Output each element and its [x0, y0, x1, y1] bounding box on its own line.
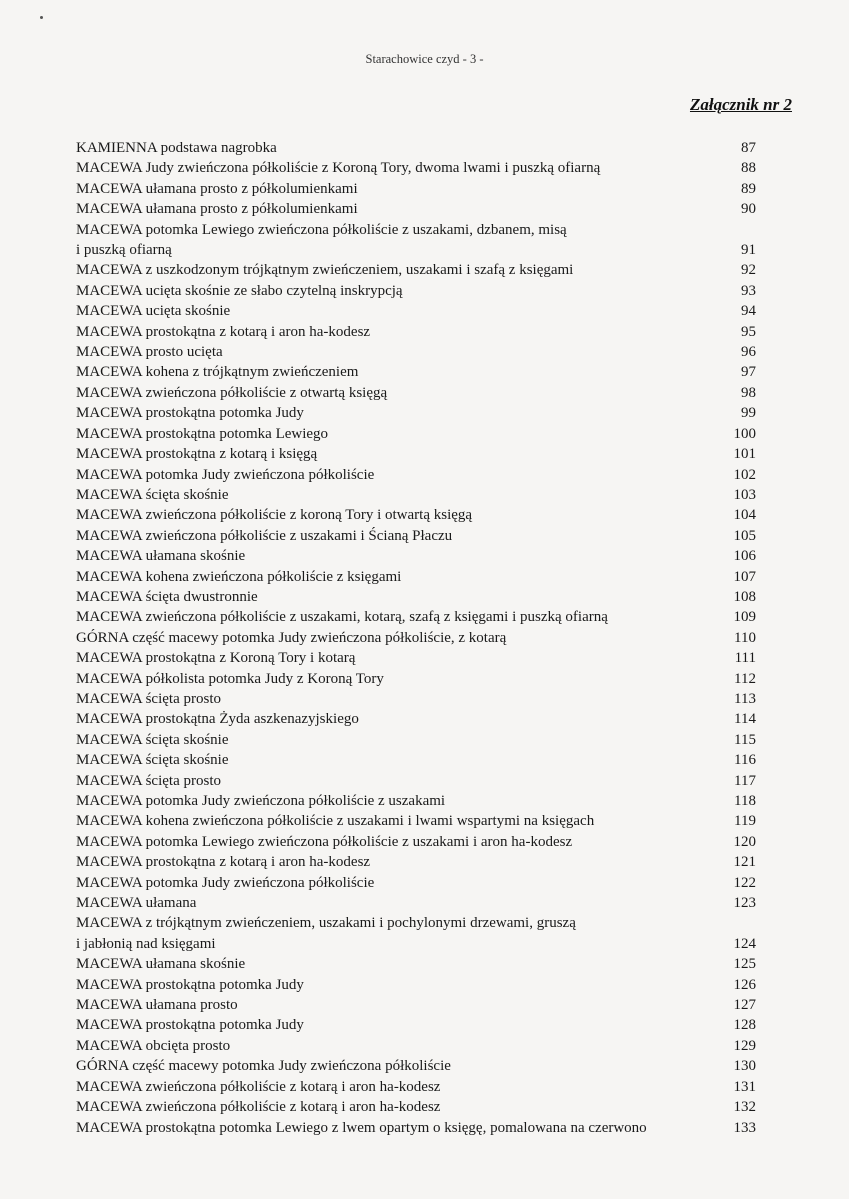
- entry-description: MACEWA kohena z trójkątnym zwieńczeniem: [76, 364, 359, 381]
- list-item: [76, 709, 756, 729]
- list-item: [76, 199, 756, 219]
- entry-description: MACEWA prostokątna potomka Judy: [76, 1017, 304, 1034]
- entry-description: MACEWA ułamana skośnie: [76, 548, 246, 565]
- entry-number: 108: [733, 588, 756, 605]
- entry-description: MACEWA potomka Judy zwieńczona półkoliście: [76, 874, 375, 891]
- entry-number: 122: [733, 874, 756, 891]
- entry-description: MACEWA ścięta prosto: [76, 690, 221, 707]
- entry-description: MACEWA ścięta dwustronnie: [76, 588, 258, 605]
- entry-number: 91: [741, 242, 756, 259]
- entry-number: 125: [733, 956, 756, 973]
- entry-description: MACEWA prostokątna potomka Judy: [76, 976, 304, 993]
- entry-description: MACEWA prostokątna potomka Lewiego z lwem opartym o księgę, pomalowana na czerwono: [76, 1119, 647, 1136]
- list-item: [76, 893, 756, 913]
- list-item: [76, 995, 756, 1015]
- list-item: [76, 444, 756, 464]
- entry-number: 97: [741, 364, 756, 381]
- entry-number: 124: [733, 935, 756, 952]
- entry-description: MACEWA ucięta skośnie ze słabo czytelną inskrypcją: [76, 282, 403, 299]
- list-item: [76, 301, 756, 321]
- entry-number: 132: [733, 1099, 756, 1116]
- list-item: [76, 281, 756, 301]
- running-header: Starachowice czyd - 3 -: [365, 52, 484, 66]
- list-item: [76, 852, 756, 872]
- entry-number: 95: [741, 323, 756, 340]
- attachment-label: Załącznik nr 2: [689, 95, 792, 114]
- entry-description: GÓRNA część macewy potomka Judy zwieńczona półkoliście, z kotarą: [76, 629, 507, 646]
- list-item: [76, 505, 756, 525]
- entry-number: 119: [734, 813, 756, 830]
- entry-number: 102: [733, 466, 756, 483]
- entry-description: MACEWA potomka Judy zwieńczona półkoliście z uszakami: [76, 793, 446, 809]
- entry-description: MACEWA zwieńczona półkoliście z kotarą i aron ha-kodesz: [76, 1078, 441, 1095]
- entry-description: MACEWA potomka Lewiego zwieńczona półkoliście z uszakami i aron ha-kodesz: [76, 833, 573, 850]
- entry-number: 96: [741, 344, 756, 361]
- entry-number: 103: [733, 486, 756, 503]
- entry-description: MACEWA ścięta skośnie: [76, 486, 229, 503]
- entry-number: 128: [733, 1017, 756, 1034]
- entry-number: 133: [733, 1119, 756, 1136]
- entry-number: 87: [741, 140, 756, 156]
- entry-number: 114: [734, 711, 756, 728]
- entry-description: MACEWA prostokątna z kotarą i księgą: [76, 446, 318, 463]
- entry-number: 99: [741, 405, 756, 422]
- entry-number: 93: [741, 282, 756, 299]
- entry-number: 92: [741, 262, 756, 279]
- entry-number: 123: [733, 895, 756, 912]
- entry-description: GÓRNA część macewy potomka Judy zwieńczona półkoliście: [76, 1058, 451, 1075]
- entry-description: MACEWA ułamana prosto: [76, 997, 238, 1014]
- list-item: [76, 1118, 756, 1138]
- entry-description: KAMIENNA podstawa nagrobka: [76, 140, 277, 156]
- list-item: [76, 750, 756, 770]
- list-item: [76, 730, 756, 750]
- entry-number: 109: [733, 609, 756, 626]
- entry-number: 121: [733, 854, 756, 871]
- entry-description: MACEWA prostokątna potomka Lewiego: [76, 425, 329, 442]
- entry-description: MACEWA z uszkodzonym trójkątnym zwieńczeniem, uszakami i szafą z księgami: [76, 262, 574, 279]
- entry-description: MACEWA prostokątna z kotarą i aron ha-kodesz: [76, 854, 371, 871]
- entry-description: MACEWA ułamana: [76, 895, 197, 912]
- list-item: [76, 1036, 756, 1056]
- entry-number: 120: [733, 833, 756, 850]
- list-item: [76, 342, 756, 362]
- list-item: [76, 546, 756, 566]
- entry-description: MACEWA prostokątna z Koroną Tory i kotarą: [76, 650, 356, 667]
- entry-number: 88: [741, 160, 756, 177]
- entry-description: MACEWA prosto ucięta: [76, 344, 223, 361]
- list-item: [76, 648, 756, 668]
- list-item: [76, 628, 756, 648]
- list-item: [76, 689, 756, 709]
- entry-number: 117: [734, 772, 756, 789]
- list-item: [76, 1015, 756, 1035]
- list-item: [76, 873, 756, 893]
- list-item: [76, 220, 756, 261]
- entry-number: 131: [733, 1078, 756, 1095]
- entry-description: MACEWA ścięta skośnie: [76, 731, 229, 748]
- list-item: [76, 260, 756, 280]
- entry-number: 105: [733, 527, 756, 544]
- list-item: [76, 485, 756, 505]
- entry-number: 129: [733, 1037, 756, 1054]
- list-item: [76, 1097, 756, 1117]
- entry-number: 118: [734, 793, 756, 809]
- entry-description: MACEWA prostokątna potomka Judy: [76, 405, 304, 422]
- list-item: [76, 1056, 756, 1076]
- entry-number: 127: [733, 997, 756, 1014]
- list-item: [76, 158, 756, 178]
- list-item: [76, 913, 756, 954]
- list-item: [76, 138, 756, 158]
- list-item: [76, 975, 756, 995]
- entry-number: 113: [734, 690, 756, 707]
- entry-number: 130: [733, 1058, 756, 1075]
- entry-number: 104: [733, 507, 756, 524]
- list-item: [76, 771, 756, 791]
- entry-number: 106: [733, 548, 756, 565]
- entry-description: MACEWA zwieńczona półkoliście z uszakami, kotarą, szafą z księgami i puszką ofiarną: [76, 609, 608, 626]
- entry-number: 94: [741, 303, 756, 320]
- scan-speck: [40, 16, 43, 19]
- list-item: [76, 791, 756, 811]
- entry-description: MACEWA prostokątna Żyda aszkenazyjskiego: [76, 711, 359, 728]
- list-item: [76, 383, 756, 403]
- list-item: [76, 424, 756, 444]
- list-item: [76, 526, 756, 546]
- entry-description: MACEWA ścięta skośnie: [76, 752, 229, 769]
- list-item: [76, 465, 756, 485]
- entry-description: MACEWA półkolista potomka Judy z Koroną Tory: [76, 670, 384, 687]
- list-item: [76, 669, 756, 689]
- entry-description: MACEWA potomka Lewiego zwieńczona półkoliście z uszakami, dzbanem, misą i puszką ofiarną: [76, 221, 567, 259]
- entry-description: MACEWA Judy zwieńczona półkoliście z Koroną Tory, dwoma lwami i puszką ofiarną: [76, 160, 601, 177]
- entry-description: MACEWA ucięta skośnie: [76, 303, 231, 320]
- entry-number: 126: [733, 976, 756, 993]
- entry-description: MACEWA zwieńczona półkoliście z kotarą i aron ha-kodesz: [76, 1099, 441, 1116]
- entry-description: MACEWA prostokątna z kotarą i aron ha-kodesz: [76, 323, 371, 340]
- entry-description: MACEWA zwieńczona półkoliście z otwartą księgą: [76, 384, 388, 401]
- entry-description: MACEWA zwieńczona półkoliście z uszakami i Ścianą Płaczu: [76, 527, 453, 544]
- entry-number: 98: [741, 384, 756, 401]
- list-item: [76, 607, 756, 627]
- entry-description: MACEWA kohena zwieńczona półkoliście z księgami: [76, 568, 402, 585]
- entry-number: 115: [734, 731, 756, 748]
- entry-list: [76, 138, 756, 1138]
- list-item: [76, 954, 756, 974]
- entry-description: MACEWA ułamana prosto z półkolumienkami: [76, 180, 358, 197]
- entry-number: 111: [734, 650, 756, 667]
- list-item: [76, 179, 756, 199]
- entry-number: 101: [733, 446, 756, 463]
- list-item: [76, 403, 756, 423]
- list-item: [76, 811, 756, 831]
- list-item: [76, 362, 756, 382]
- list-item: [76, 322, 756, 342]
- list-item: [76, 587, 756, 607]
- entry-number: 100: [733, 425, 756, 442]
- entry-description: MACEWA kohena zwieńczona półkoliście z uszakami i lwami wspartymi na księgach: [76, 813, 595, 830]
- list-item: [76, 567, 756, 587]
- entry-description: MACEWA ułamana skośnie: [76, 956, 246, 973]
- entry-description: MACEWA ułamana prosto z półkolumienkami: [76, 201, 358, 218]
- entry-number: 116: [734, 752, 756, 769]
- entry-number: 112: [734, 670, 756, 687]
- entry-number: 89: [741, 180, 756, 197]
- entry-description: MACEWA potomka Judy zwieńczona półkoliście: [76, 466, 375, 483]
- list-item: [76, 832, 756, 852]
- entry-description: MACEWA z trójkątnym zwieńczeniem, uszakami i pochylonymi drzewami, gruszą i jabłonią nad księgami: [76, 915, 576, 952]
- entry-number: 110: [734, 629, 756, 646]
- entry-number: 90: [741, 201, 756, 218]
- entry-description: MACEWA zwieńczona półkoliście z koroną Tory i otwartą księgą: [76, 507, 473, 524]
- entry-description: MACEWA ścięta prosto: [76, 772, 221, 789]
- entry-description: MACEWA obcięta prosto: [76, 1037, 231, 1054]
- entry-number: 107: [733, 568, 756, 585]
- list-item: [76, 1077, 756, 1097]
